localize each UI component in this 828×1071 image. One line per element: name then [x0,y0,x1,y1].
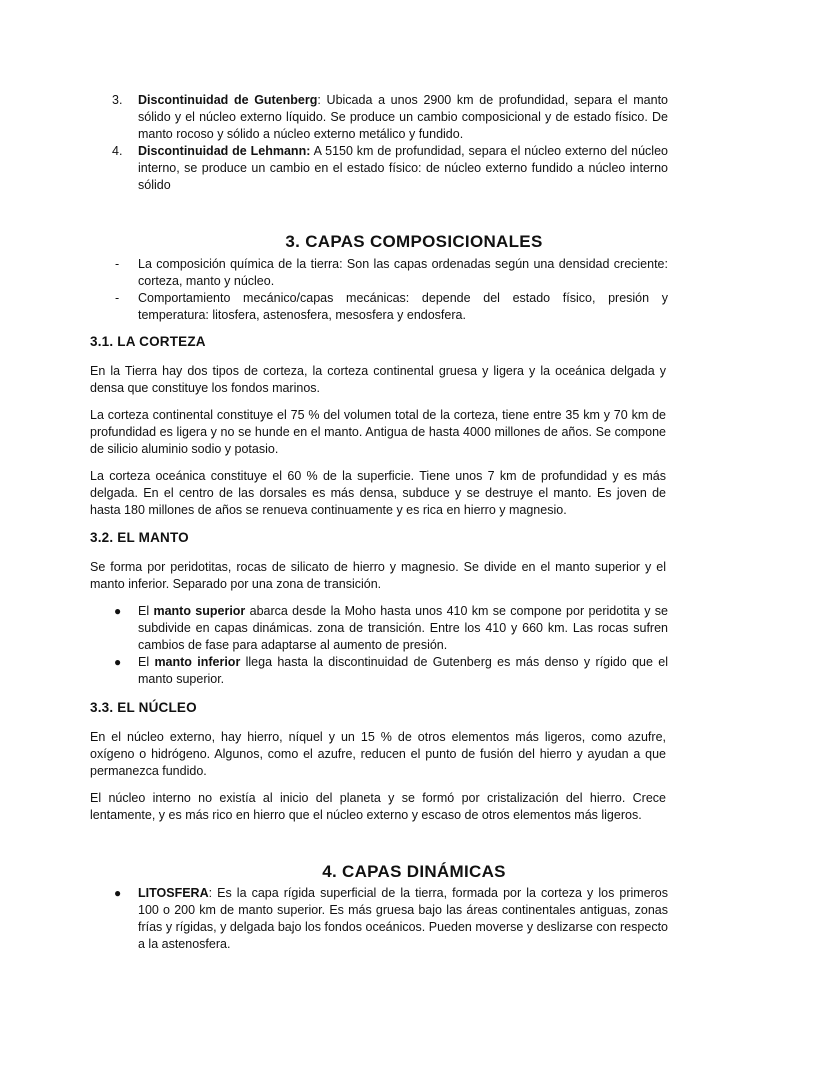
item-term: Discontinuidad de Lehmann: [138,144,311,158]
item-text: abarca desde la Moho hasta unos 410 km se compone por peridotita y se subdivide en capas dinámicas. zona de transición. Entre los 410 y 660 km. Las rocas sufren cambios de fase para adaptarse al aumento de presión. [138,604,668,652]
composition-list [112,256,668,324]
item-text: llega hasta la discontinuidad de Gutenberg es más denso y rígido que el manto superior. [138,655,668,686]
item-prefix: El [138,604,154,618]
item-text: Comportamiento mecánico/capas mecánicas: depende del estado físico, presión y temperatura: litosfera, astenosfera, mesosfera y endosfera. [138,291,668,322]
section-title: 3. CAPAS COMPOSICIONALES [285,232,543,251]
item-number: 3. [112,93,123,107]
item-number: 4. [112,144,123,158]
paragraph: El núcleo interno no existía al inicio del planeta y se formó por cristalización del hierro. Crece lentamente, y es más rico en hierro que el núcleo externo y escaso de otros elementos más ligeros. [90,791,666,822]
list-item [112,290,668,324]
bullet-marker: ● [114,886,122,900]
list-item [112,885,668,953]
discontinuity-list [112,92,668,194]
paragraph: La corteza oceánica constituye el 60 % de la superficie. Tiene unos 7 km de profundidad y es más delgada. En el centro de las dorsales es más densa, subduce y se destruye el manto. Es joven de hasta 180 millones de años se renueva continuamente y es rica en hierro y magnesio. [90,469,666,517]
list-item [112,143,668,194]
item-prefix: El [138,655,155,669]
paragraph: Se forma por peridotitas, rocas de silicato de hierro y magnesio. Se divide en el manto superior y el manto inferior. Separado por una zona de transición. [90,560,666,591]
subsection-heading: 3.3. EL NÚCLEO [90,700,197,715]
item-term: LITOSFERA [138,886,209,900]
dash-marker: - [115,291,120,305]
bullet-marker: ● [114,655,122,669]
item-separator: : [317,93,321,107]
paragraph: La corteza continental constituye el 75 % del volumen total de la corteza, tiene entre 35 km y 70 km de profundidad es ligera y no se hunde en el manto. Antigua de hasta 4000 millones de años. Se compone de silicio aluminio sodio y potasio. [90,408,666,456]
dash-marker: - [115,257,120,271]
bullet-marker: ● [114,604,122,618]
list-item [112,256,668,290]
paragraph: En la Tierra hay dos tipos de corteza, la corteza continental gruesa y ligera y la oceánica delgada y densa que constituye los fondos marinos. [90,364,666,395]
item-term: Discontinuidad de Gutenberg [138,93,318,107]
subsection-heading: 3.2. EL MANTO [90,530,189,545]
section-title: 4. CAPAS DINÁMICAS [322,862,506,881]
list-item [112,92,668,143]
subsection-heading: 3.1. LA CORTEZA [90,334,206,349]
item-text: La composición química de la tierra: Son las capas ordenadas según una densidad creciente: corteza, manto y núcleo. [138,257,668,288]
item-text: : Es la capa rígida superficial de la tierra, formada por la corteza y los primeros 100 o 200 km de manto superior. Es más gruesa bajo las áreas continentales antiguas, zonas frías y rígidas, y delgada bajo los fondos oceánicos. Pueden moverse y deslizarse con respecto a la astenosfera. [138,886,668,951]
list-item [112,603,668,654]
item-text: A 5150 km de profundidad, separa el núcleo externo del núcleo interno, se produce un cambio en el estado físico: de núcleo externo fundido a núcleo interno sólido [138,144,668,192]
list-item [112,654,668,688]
mantle-list [112,603,668,688]
item-term: manto superior [153,604,246,618]
paragraph: En el núcleo externo, hay hierro, níquel y un 15 % de otros elementos más ligeros, como azufre, oxígeno o hidrógeno. Algunos, como el azufre, reducen el punto de fusión del hierro y ayudan a que permanezca fundido. [90,730,666,778]
item-text: Ubicada a unos 2900 km de profundidad, separa el manto sólido y el núcleo externo líquido. Se produce un cambio composicional y de estado físico. De manto rocoso y sólido a núcleo externo metálico y fundido. [138,93,668,141]
dynamic-layers-list [112,885,668,953]
item-term: manto inferior [154,655,241,669]
